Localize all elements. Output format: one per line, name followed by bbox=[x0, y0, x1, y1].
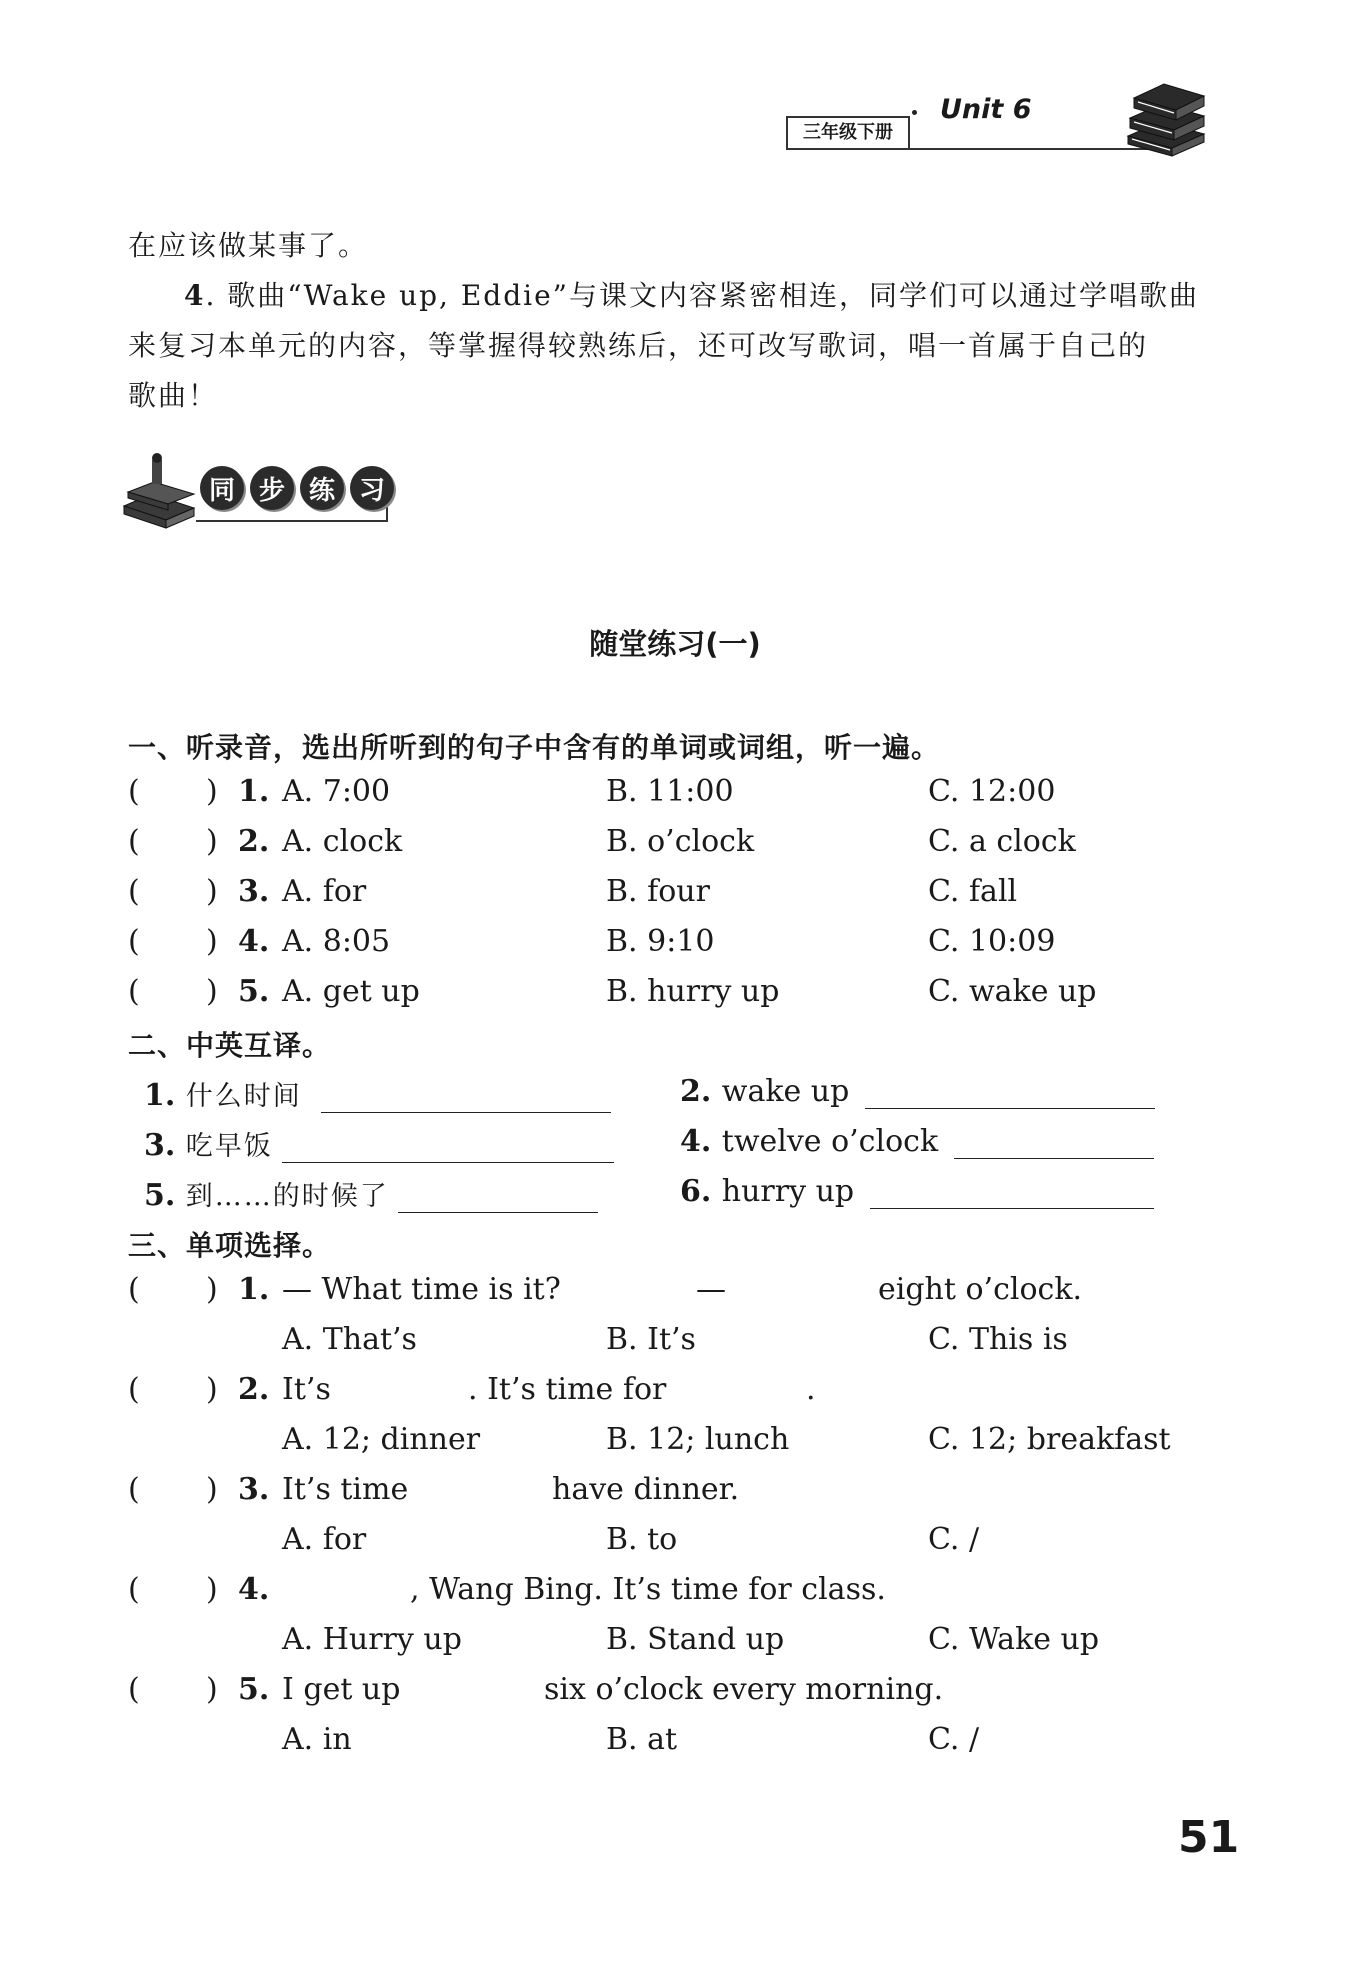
option-b: B. o’clock bbox=[606, 824, 755, 859]
answer-paren-open[interactable]: ( bbox=[128, 1272, 140, 1307]
answer-blank[interactable] bbox=[870, 1178, 1154, 1209]
option-a[interactable]: A. That’s bbox=[282, 1322, 417, 1357]
intro-item-4-line2: 来复习本单元的内容，等掌握得较熟练后，还可改写歌词，唱一首属于自己的 bbox=[128, 329, 1149, 362]
section3-heading: 三、单项选择。 bbox=[128, 1229, 332, 1262]
answer-paren-close: ) bbox=[206, 824, 218, 859]
answer-paren-close: ) bbox=[206, 924, 218, 959]
s3-question-1 bbox=[128, 1272, 1228, 1312]
answer-paren-open[interactable]: ( bbox=[128, 1572, 140, 1607]
s3-options-1 bbox=[128, 1322, 1228, 1362]
answer-paren-open[interactable]: ( bbox=[128, 1372, 140, 1407]
question-stem-dash: — bbox=[696, 1272, 726, 1307]
s2-item-text: 到……的时候了 bbox=[185, 1181, 389, 1212]
s3-question-4 bbox=[128, 1572, 1228, 1612]
option-a: A. 7:00 bbox=[282, 774, 391, 809]
option-c[interactable]: C. Wake up bbox=[928, 1622, 1100, 1657]
option-a[interactable]: A. in bbox=[282, 1722, 352, 1757]
s3-options-4 bbox=[128, 1622, 1228, 1662]
badge-char: 同 bbox=[200, 466, 244, 510]
intro-item-4-line3: 歌曲！ bbox=[128, 379, 219, 412]
option-c[interactable]: C. 12; breakfast bbox=[928, 1422, 1171, 1457]
question-number: 4. bbox=[238, 1572, 270, 1607]
question-number: 4. bbox=[238, 924, 270, 959]
intro-item-4-line1: . 歌曲“Wake up, Eddie”与课文内容紧密相连，同学们可以通过学唱歌曲 bbox=[205, 279, 1199, 312]
section1-heading: 一、听录音，选出所听到的句子中含有的单词或词组，听一遍。 bbox=[128, 731, 941, 764]
option-a[interactable]: A. Hurry up bbox=[282, 1622, 462, 1657]
question-number: 2. bbox=[238, 1372, 270, 1407]
page-number: 51 bbox=[1178, 1812, 1240, 1863]
question-stem-end: eight o’clock. bbox=[878, 1272, 1083, 1307]
answer-paren-open[interactable]: ( bbox=[128, 924, 140, 959]
s2-item-text: 什么时间 bbox=[185, 1081, 302, 1112]
option-c[interactable]: C. / bbox=[928, 1522, 980, 1557]
option-b: B. four bbox=[606, 874, 710, 909]
answer-paren-close: ) bbox=[206, 1672, 218, 1707]
answer-blank[interactable] bbox=[282, 1132, 614, 1163]
option-b: B. 9:10 bbox=[606, 924, 715, 959]
s2-item-1: 1. 什么时间 bbox=[144, 1074, 611, 1113]
question-stem: I get up bbox=[282, 1672, 401, 1707]
option-b[interactable]: B. 12; lunch bbox=[606, 1422, 790, 1457]
option-c: C. 10:09 bbox=[928, 924, 1056, 959]
question-stem: It’s time bbox=[282, 1472, 409, 1507]
s2-item-3: 3. 吃早饭 bbox=[144, 1124, 614, 1163]
option-b[interactable]: B. to bbox=[606, 1522, 678, 1557]
answer-paren-open[interactable]: ( bbox=[128, 874, 140, 909]
question-stem-end: . bbox=[806, 1372, 816, 1407]
question-number: 2. bbox=[238, 824, 270, 859]
answer-paren-close: ) bbox=[206, 1572, 218, 1607]
answer-paren-close: ) bbox=[206, 974, 218, 1009]
question-stem-end: have dinner. bbox=[552, 1472, 740, 1507]
option-c: C. wake up bbox=[928, 974, 1097, 1009]
answer-paren-close: ) bbox=[206, 874, 218, 909]
books-stack-icon bbox=[1120, 78, 1210, 158]
option-c: C. a clock bbox=[928, 824, 1076, 859]
s3-question-2 bbox=[128, 1372, 1228, 1412]
option-b[interactable]: B. It’s bbox=[606, 1322, 696, 1357]
s3-options-5 bbox=[128, 1722, 1228, 1762]
question-stem-mid: . It’s time for bbox=[468, 1372, 667, 1407]
question-stem: It’s bbox=[282, 1372, 331, 1407]
badge-char: 习 bbox=[350, 466, 394, 510]
s2-item-6: 6. hurry up bbox=[680, 1174, 1154, 1209]
intro-item-4 bbox=[128, 276, 1218, 316]
option-b[interactable]: B. Stand up bbox=[606, 1622, 785, 1657]
answer-paren-close: ) bbox=[206, 1472, 218, 1507]
s2-item-text: 吃早饭 bbox=[185, 1131, 273, 1162]
s1-question-3 bbox=[128, 874, 1228, 914]
option-c[interactable]: C. / bbox=[928, 1722, 980, 1757]
question-stem: — What time is it? bbox=[282, 1272, 561, 1307]
s2-item-5: 5. 到……的时候了 bbox=[144, 1174, 598, 1213]
header-dot bbox=[912, 110, 917, 115]
question-stem-end: six o’clock every morning. bbox=[544, 1672, 944, 1707]
answer-paren-open[interactable]: ( bbox=[128, 824, 140, 859]
s1-question-4 bbox=[128, 924, 1228, 964]
s3-options-3 bbox=[128, 1522, 1228, 1562]
option-a: A. 8:05 bbox=[282, 924, 391, 959]
answer-paren-open[interactable]: ( bbox=[128, 1672, 140, 1707]
option-a[interactable]: A. for bbox=[282, 1522, 367, 1557]
option-c: C. fall bbox=[928, 874, 1018, 909]
header-unit: Unit 6 bbox=[940, 94, 1032, 125]
s2-item-2: 2. wake up bbox=[680, 1074, 1155, 1109]
section-badge bbox=[200, 466, 394, 510]
intro-line: 在应该做某事了。 bbox=[128, 229, 369, 262]
intro-item-4-number: 4 bbox=[184, 279, 206, 312]
option-b: B. hurry up bbox=[606, 974, 780, 1009]
s2-item-text: twelve o’clock bbox=[721, 1124, 939, 1159]
question-number: 3. bbox=[238, 1472, 270, 1507]
s1-question-1 bbox=[128, 774, 1228, 814]
option-a: A. for bbox=[282, 874, 367, 909]
answer-paren-close: ) bbox=[206, 1372, 218, 1407]
section2-heading: 二、中英互译。 bbox=[128, 1029, 332, 1062]
option-a: A. get up bbox=[282, 974, 420, 1009]
option-a: A. clock bbox=[282, 824, 403, 859]
question-stem-end: , Wang Bing. It’s time for class. bbox=[410, 1572, 886, 1607]
answer-paren-open[interactable]: ( bbox=[128, 1472, 140, 1507]
exercise-title: 随堂练习(一) bbox=[589, 627, 761, 661]
option-b[interactable]: B. at bbox=[606, 1722, 678, 1757]
s2-item-text: wake up bbox=[721, 1074, 850, 1109]
option-b: B. 11:00 bbox=[606, 774, 734, 809]
question-number: 5. bbox=[238, 1672, 270, 1707]
answer-paren-close: ) bbox=[206, 1272, 218, 1307]
answer-blank[interactable] bbox=[321, 1082, 611, 1113]
answer-blank[interactable] bbox=[865, 1078, 1155, 1109]
option-a[interactable]: A. 12; dinner bbox=[282, 1422, 481, 1457]
s2-item-text: hurry up bbox=[721, 1174, 855, 1209]
s2-item-4: 4. twelve o’clock bbox=[680, 1124, 1154, 1159]
s3-question-5 bbox=[128, 1672, 1228, 1712]
badge-char: 练 bbox=[300, 466, 344, 510]
answer-paren-open[interactable]: ( bbox=[128, 974, 140, 1009]
question-number: 3. bbox=[238, 874, 270, 909]
badge-char: 步 bbox=[250, 466, 294, 510]
s3-question-3 bbox=[128, 1472, 1228, 1512]
s1-question-2 bbox=[128, 824, 1228, 864]
answer-blank[interactable] bbox=[398, 1182, 598, 1213]
option-c[interactable]: C. This is bbox=[928, 1322, 1068, 1357]
answer-paren-open[interactable]: ( bbox=[128, 774, 140, 809]
badge-underline bbox=[196, 520, 388, 522]
question-number: 1. bbox=[238, 1272, 270, 1307]
question-number: 5. bbox=[238, 974, 270, 1009]
s3-options-2 bbox=[128, 1422, 1228, 1462]
s1-question-5 bbox=[128, 974, 1228, 1014]
option-c: C. 12:00 bbox=[928, 774, 1056, 809]
question-number: 1. bbox=[238, 774, 270, 809]
answer-paren-close: ) bbox=[206, 774, 218, 809]
header-grade: 三年级下册 bbox=[786, 116, 910, 148]
answer-blank[interactable] bbox=[954, 1128, 1154, 1159]
